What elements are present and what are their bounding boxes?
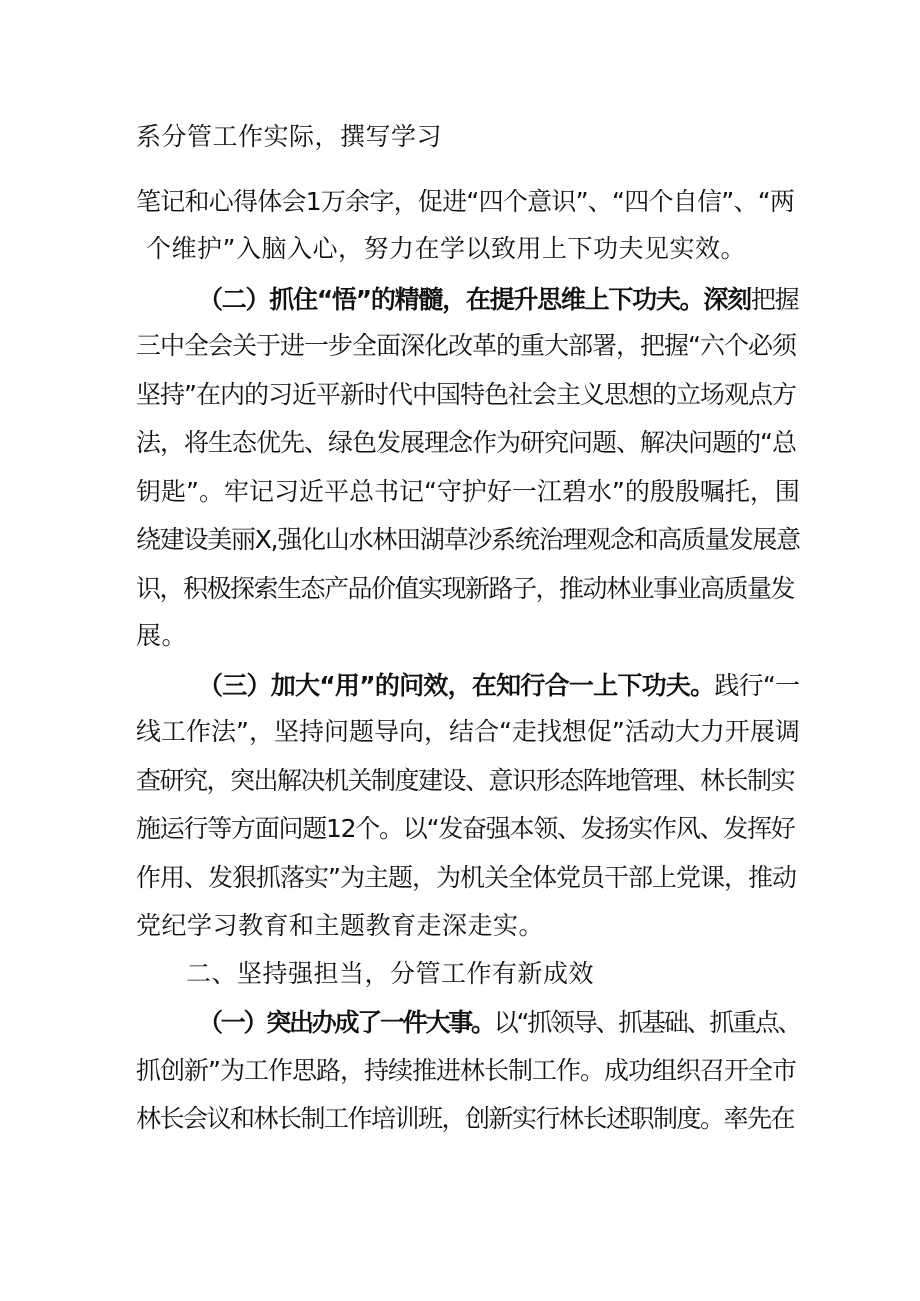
- section-heading: [186, 958, 594, 990]
- text-line: [136, 476, 800, 508]
- text-line: [146, 233, 746, 265]
- text-run-bold: （三）加大“用”的问效，在知行合一上下功夫。: [198, 671, 715, 700]
- text-line: [198, 1007, 800, 1039]
- text-run: 重点、: [731, 1008, 801, 1037]
- text-run: 二、坚持强担当，分管工作有新成效: [186, 959, 595, 988]
- text-run: 查研究，突出解决机关制度建设、意识形态阵地管理、林长制实: [136, 766, 795, 795]
- text-run: 坚持”在内的习近平新时代中国特色社会主义思想的立场观点方: [136, 380, 796, 409]
- text-run: 识，积极探索生态产品价值实现新路子，推动林业事业高质量发: [136, 574, 795, 603]
- text-run: 线工作法”，坚持问题导向，结合“走找想促”活动大力开展调: [136, 717, 800, 746]
- text-run: 作用、发狠抓落实”为主题，为机关全体党员干部上党课，推动: [136, 863, 796, 892]
- text-line: [198, 284, 798, 316]
- text-run: 践行“一: [714, 671, 800, 700]
- text-line: [136, 573, 794, 605]
- text-line: [136, 716, 800, 748]
- text-run: 把握: [750, 285, 799, 314]
- text-run-bold: （二）抓住“悟”的精髓，在提升思维上下功夫。深刻: [198, 285, 751, 314]
- text-line: [136, 910, 544, 942]
- text-run: 钥匙”。牢记习近平总书记“守护好一江碧水”的殷殷嘱托，围: [136, 477, 800, 506]
- text-run: 党纪学习教育和主题教育走深走实。: [136, 911, 545, 940]
- text-run: 法，将生态优先、绿色发展理念作为研究问题、解决问题的“总: [136, 428, 796, 457]
- text-line: [198, 670, 799, 702]
- text-run: 抓创新”为工作思路，持续推进林长制工作。成功组织召开全市: [136, 1056, 796, 1085]
- text-line: [136, 1055, 796, 1087]
- text-run: 绕建设美丽X,强化山水林田湖草沙系统治理观念和高质量发展意: [136, 525, 800, 554]
- text-line: [136, 524, 800, 556]
- text-run: 系分管工作实际，撰写学习: [136, 122, 443, 151]
- text-line: [136, 186, 794, 218]
- text-run: 林长会议和林长制工作培训班，创新实行林长述职制度。率先在: [136, 1104, 795, 1133]
- text-line: [136, 862, 796, 894]
- text-run: 展。: [136, 621, 188, 650]
- text-run: 施运行等方面问题12个。以“发奋强本领、发扬实作风、发挥好: [136, 814, 795, 843]
- text-run: 个维护”入脑入心，努力在学以致用上下功夫见实效。: [146, 234, 746, 263]
- text-run: 笔记和心得体会1万余字，促进“四个意识”、“四个自信”、“两: [136, 187, 795, 216]
- text-line: [136, 813, 795, 845]
- text-run: 以“抓领导、抓基础、抓: [493, 1008, 732, 1037]
- text-run-bold: （一）突出办成了一件大事。: [198, 1008, 494, 1037]
- text-line: [136, 121, 442, 153]
- text-line: [136, 620, 187, 652]
- text-line: [136, 330, 796, 362]
- text-line: [136, 427, 796, 459]
- text-line: [136, 765, 794, 797]
- text-line: [136, 379, 796, 411]
- text-run: 三中全会关于进一步全面深化改革的重大部署，把握“六个必须: [136, 331, 796, 360]
- text-line: [136, 1103, 794, 1135]
